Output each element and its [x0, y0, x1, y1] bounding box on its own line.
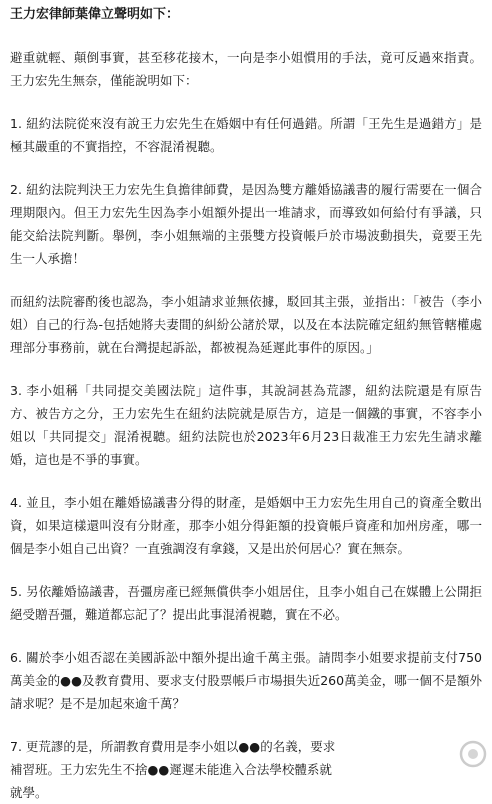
point-7-line-3: 就學。 — [10, 785, 48, 800]
point-7-line-1: 7. 更荒謬的是，所謂教育費用是李小姐以●●的名義，要求 — [10, 739, 336, 754]
point-7-line-2: 補習班。王力宏先生不捨●●遲遲未能進入合法學校體系就 — [10, 762, 332, 777]
point-1-paragraph: 1. 紐約法院從來沒有說王力宏先生在婚姻中有任何過錯。所謂「王先生是過錯方」是極其嚴重的不實指控，不容混淆視聽。 — [10, 116, 482, 154]
statement-title: 王力宏律師葉偉立聲明如下： — [10, 7, 180, 22]
point-4-paragraph: 4. 並且，李小姐在離婚協議書分得的財產，是婚姻中王力宏先生用自己的資產全數出資，如果這樣還叫沒有分財產，那李小姐分得鉅額的投資帳戶資產和加州房產，哪一個是李小姐自己出資？一直強調沒有拿錢，又是出於何居心？實在無奈。 — [10, 495, 482, 556]
point-5-paragraph: 5. 另依離婚協議書，吾彊房產已經無償供李小姐居住，且李小姐自己在媒體上公開拒絕受贈吾彊，難道都忘記了？提出此事混淆視聽，實在不必。 — [10, 584, 482, 622]
court-finding-paragraph: 而紐約法院審酌後也認為，李小姐請求並無依據，駁回其主張，並指出：「被告（李小姐）自己的行為-包括她將夫妻間的糾紛公諸於眾，以及在本法院確定紐約無管轄權處理部分事務前，就在台灣提起訴訟，都被視為延遲此事件的原因。」 — [10, 294, 482, 355]
watermark-logo-icon — [458, 739, 488, 769]
point-3-paragraph: 3. 李小姐稱「共同提交美國法院」這件事，其說詞甚為荒謬，紐約法院還是有原告方、被告方之分，王力宏先生在紐約法院就是原告方，這是一個鐵的事實，不容李小姐以「共同提交」混淆視聽。紐約法院也於2023年6月23日裁准王力宏先生請求離婚，這也是不爭的事實。 — [10, 383, 482, 467]
intro-paragraph: 避重就輕、顛倒事實，甚至移花接木，一向是李小姐慣用的手法，竟可反過來指責。王力宏先生無奈，僅能說明如下： — [10, 50, 482, 88]
point-2-paragraph: 2. 紐約法院判決王力宏先生負擔律師費，是因為雙方離婚協議書的履行需要在一個合理期限內。但王力宏先生因為李小姐額外提出一堆請求，而導致如何給付有爭議，只能交給法院判斷。舉例，李小姐無端的主張雙方投資帳戶於市場波動損失，竟要王先生一人承擔！ — [10, 182, 482, 266]
point-6-paragraph: 6. 關於李小姐否認在美國訴訟中額外提出逾千萬主張。請問李小姐要求提前支付750萬美金的●●及教育費用、要求支付股票帳戶市場損失近260萬美金，哪一個不是額外請求呢？是不是加起來逾千萬？ — [10, 650, 482, 711]
